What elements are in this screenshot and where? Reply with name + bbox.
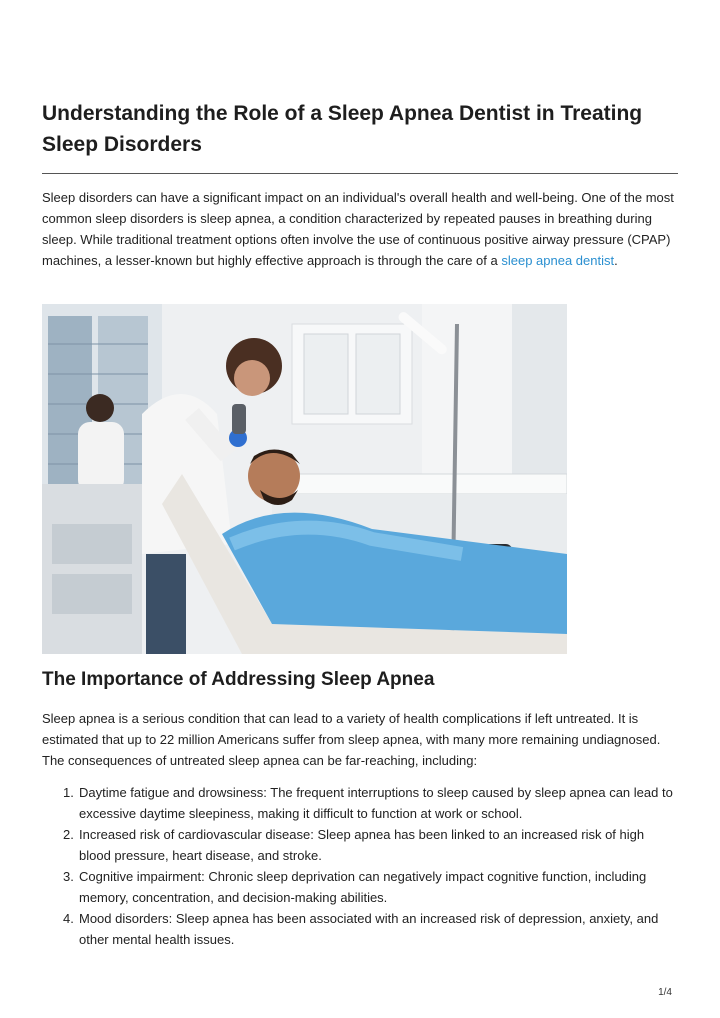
sleep-apnea-dentist-link[interactable]: sleep apnea dentist bbox=[501, 253, 615, 268]
list-item-number: 4. bbox=[63, 911, 74, 926]
page-number: 1/4 bbox=[658, 987, 672, 998]
intro-paragraph bbox=[42, 187, 678, 271]
list-item-number: 1. bbox=[63, 785, 74, 800]
title-divider bbox=[42, 173, 678, 174]
list-item bbox=[42, 782, 678, 824]
list-item-text: Daytime fatigue and drowsiness: The frequent interruptions to sleep caused by sleep apnea can lead to excessive daytime sleepiness, making it difficult to function at work or school. bbox=[79, 785, 673, 821]
list-item bbox=[42, 908, 678, 950]
dentist-patient-illustration bbox=[42, 304, 567, 654]
list-item-text: Mood disorders: Sleep apnea has been associated with an increased risk of depression, anxiety, and other mental health issues. bbox=[79, 911, 659, 947]
list-item-text: Cognitive impairment: Chronic sleep deprivation can negatively impact cognitive function, including memory, concentration, and decision-making abilities. bbox=[79, 869, 647, 905]
section-heading: The Importance of Addressing Sleep Apnea bbox=[42, 669, 435, 690]
list-item-text: Increased risk of cardiovascular disease: Sleep apnea has been linked to an increased risk of high blood pressure, heart disease, and stroke. bbox=[79, 827, 645, 863]
list-item-number: 2. bbox=[63, 827, 74, 842]
list-item bbox=[42, 866, 678, 908]
article-image bbox=[42, 304, 567, 654]
intro-end: . bbox=[614, 253, 618, 268]
list-item bbox=[42, 824, 678, 866]
section-paragraph: Sleep apnea is a serious condition that can lead to a variety of health complications if left untreated. It is estimated that up to 22 million Americans suffer from sleep apnea, with many more remaining undiagnosed. The consequences of untreated sleep apnea can be far-reaching, including: bbox=[42, 711, 661, 768]
consequences-list bbox=[42, 782, 678, 950]
intro-text: Sleep disorders can have a significant impact on an individual's overall health and well-being. One of the most common sleep disorders is sleep apnea, a condition characterized by repeated pauses in breathing during sleep. While traditional treatment options often involve the use of continuous positive airway pressure (CPAP) machines, a lesser-known but highly effective approach is through the care of a bbox=[42, 190, 674, 268]
article-title: Understanding the Role of a Sleep Apnea Dentist in Treating Sleep Disorders bbox=[42, 102, 643, 156]
list-item-number: 3. bbox=[63, 869, 74, 884]
